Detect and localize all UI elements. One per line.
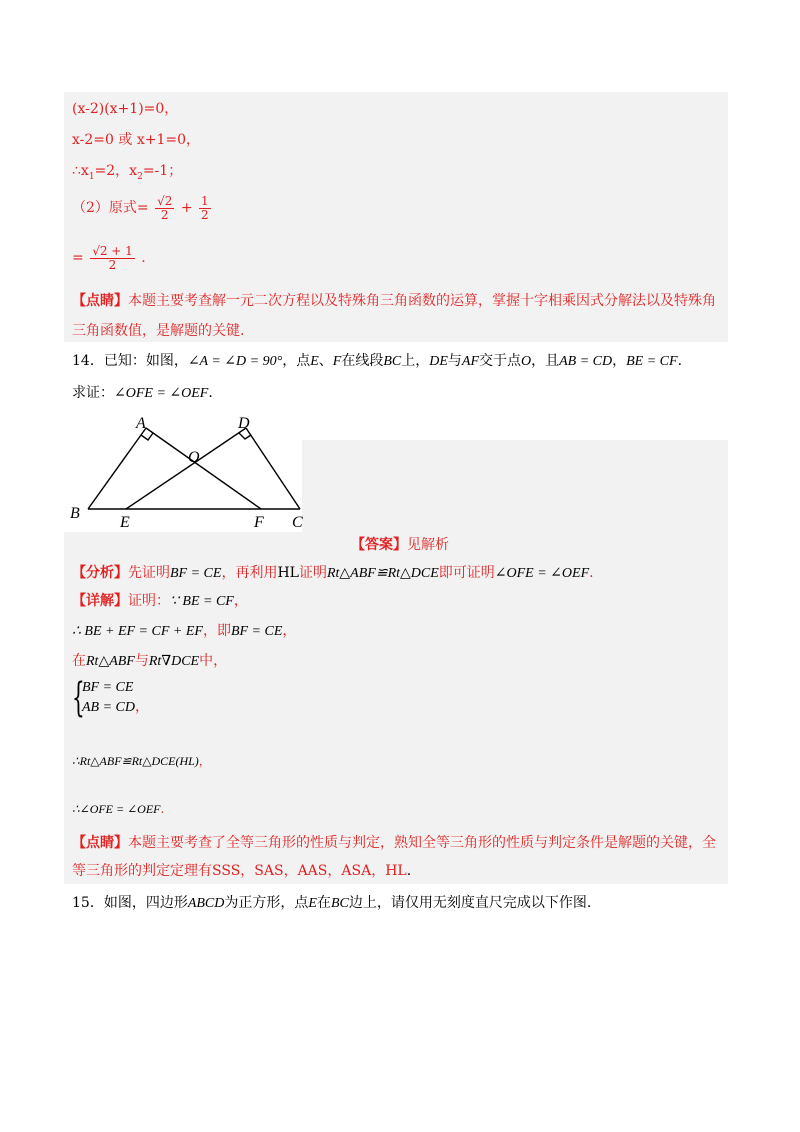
conclusion-line-2: ∴∠OFE = ∠OEF. [72,802,165,816]
segment-af [146,428,261,509]
label-b: B [70,505,80,522]
q14-comment-line-2: 等三角形的判定定理有SSS，SAS，AAS，ASA，HL. [72,863,412,879]
q14-statement-line-2: 求证：∠OFE = ∠OEF. [72,385,213,401]
brace-symbol: { [72,675,85,721]
label-d: D [238,415,250,432]
analysis-line: 【分析】先证明BF = CE，再利用HL证明Rt△ABF≌Rt△DCE即可证明∠OFE = ∠OEF. [72,565,594,581]
comment-line-2: 三角函数值，是解题的关键. [72,323,245,339]
label-c: C [292,514,303,531]
right-angle-mark-a [141,433,153,440]
fraction-1-over-2: $\frac{1}{2}$ [201,193,209,222]
detail-line-2: ∴ BE + EF = CF + EF，即BF = CE， [72,623,297,639]
solution-line-3: $\therefore x_1=2$，$x_2=-1$； [72,163,183,182]
equation-system [72,675,272,722]
system-line-1: BF = CE [82,680,134,695]
q14-statement-line-1: 14．已知：如图，∠A = ∠D = 90°，点E、F在线段BC上，DE与AF交于点O，且AB = CD，BE = CF. [72,353,683,369]
solution-panel-figure-right [302,440,728,532]
solution-line-2: x-2=0 或 x+1=0， [72,132,200,148]
segment-ab [88,428,146,509]
detail-line-3: 在Rt△ABF与Rt∇DCE中， [72,653,228,669]
comment-line-1: 【点睛】本题主要考查解一元二次方程以及特殊角三角函数的运算，掌握十字相乘因式分解法以及特殊角 [72,293,716,309]
label-f: F [254,514,264,531]
fraction-sqrt2-over-2: $\frac{√2}{2}$ [157,193,173,222]
segment-de [126,428,246,509]
segment-dc [246,428,300,509]
label-a: A [136,415,146,432]
system-line-2: AB = CD， [82,700,149,715]
q14-comment-line-1: 【点睛】本题主要考查了全等三角形的性质与判定，熟知全等三角形的性质与判定条件是解题的关键，全 [72,835,716,851]
label-o: O [188,449,200,466]
solution-result: = $\frac{√2 + 1}{2}$ . [72,243,146,272]
fraction-result: $\frac{√2 + 1}{2}$ [92,243,133,272]
detail-line-1: 【详解】证明：∵ BE = CF， [72,593,248,609]
q15-statement: 15．如图，四边形ABCD为正方形，点E在BC边上，请仅用无刻度直尺完成以下作图. [72,895,592,911]
conclusion-line-1: ∴Rt△ABF≌Rt△DCE(HL)， [72,754,211,768]
label-e: E [120,514,130,531]
triangle-figure [64,414,324,534]
solution-part2: （2）原式= $\frac{√2}{2}$ + $\frac{1}{2}$ [72,193,209,222]
answer-line: 【答案】见解析 [351,537,449,553]
solution-line-1: (x-2)(x+1)=0， [72,101,179,117]
